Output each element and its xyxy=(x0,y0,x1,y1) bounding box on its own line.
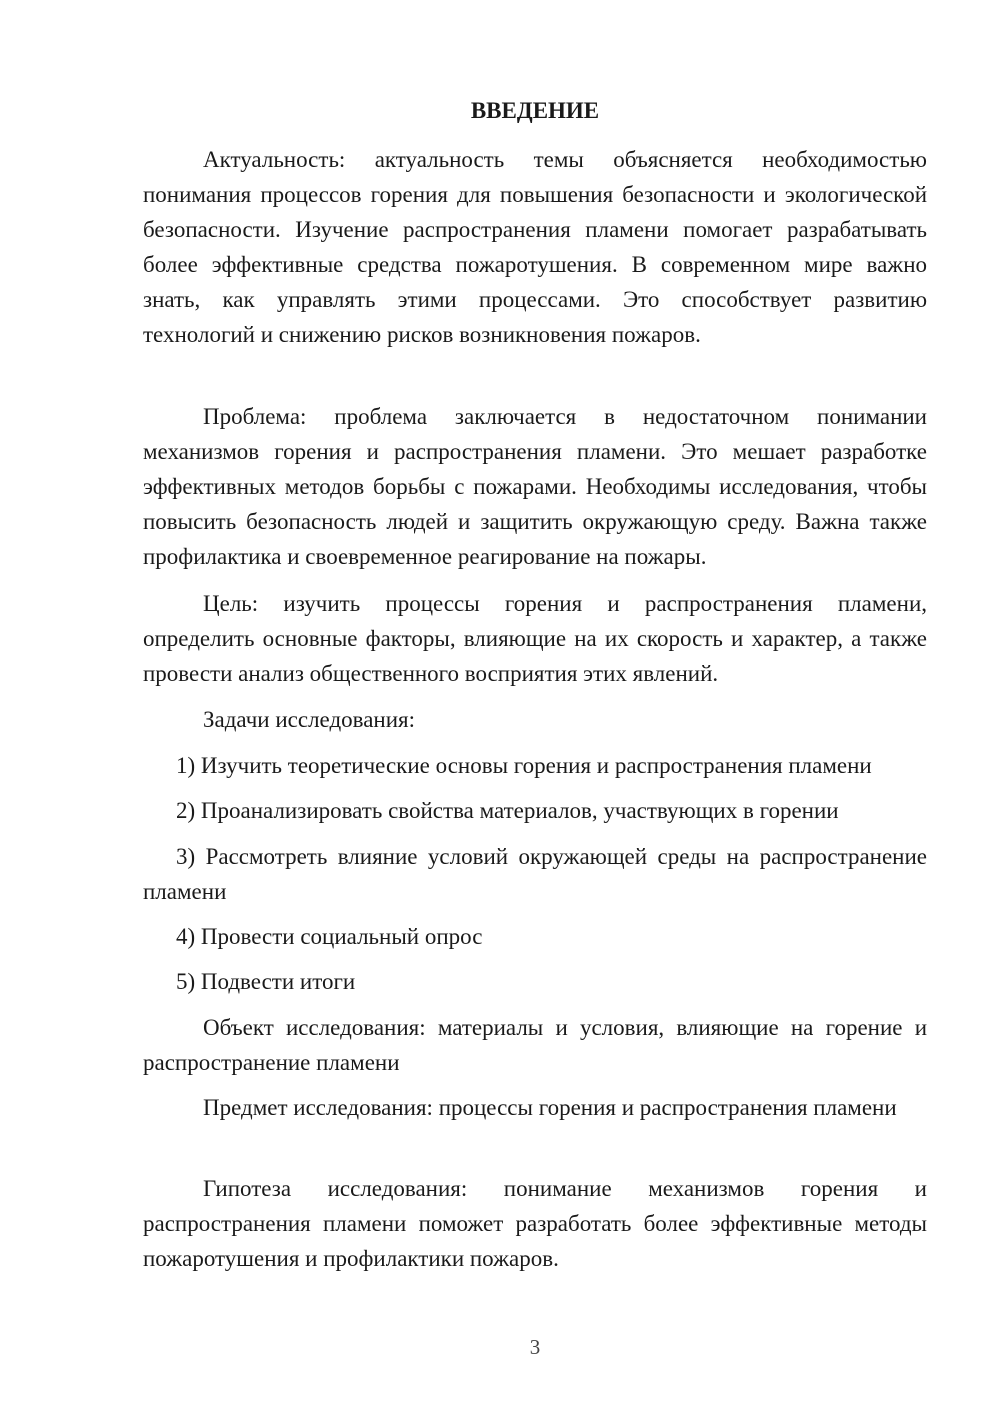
task-item: 1) Изучить теоретические основы горения и распространения пламени xyxy=(176,753,872,778)
tasks-heading: Задачи исследования: xyxy=(203,707,416,732)
document-page xyxy=(143,0,927,1414)
page-number: 3 xyxy=(529,1335,541,1359)
task-item: 4) Провести социальный опрос xyxy=(176,924,483,949)
relevance-paragraph: Актуальность: актуальность темы объясняется необходимостью понимания процессов горения для повышения безопасности и экологической безопасности. Изучение распространения пламени помогает разрабатывать более эффективные средства пожаротушения. В современном мире важно знать, как управлять этими процессами. Это способствует развитию технологий и снижению рисков возникновения пожаров. xyxy=(143,147,927,347)
hypothesis-paragraph: Гипотеза исследования: понимание механизмов горения и распространения пламени поможет разработать более эффективные методы пожаротушения и профилактики пожаров. xyxy=(143,1176,927,1271)
page-title: ВВЕДЕНИЕ xyxy=(470,98,600,123)
problem-paragraph: Проблема: проблема заключается в недостаточном понимании механизмов горения и распространения пламени. Это мешает разработке эффективных методов борьбы с пожарами. Необходимы исследования, чтобы повысить безопасность людей и защитить окружающую среду. Важна также профилактика и своевременное реагирование на пожары. xyxy=(143,404,927,569)
goal-paragraph: Цель: изучить процессы горения и распространения пламени, определить основные факторы, влияющие на их скорость и характер, а также провести анализ общественного восприятия этих явлений. xyxy=(143,591,927,686)
task-item: 3) Рассмотреть влияние условий окружающей среды на распространение пламени xyxy=(143,844,927,904)
task-item: 2) Проанализировать свойства материалов, участвующих в горении xyxy=(176,798,839,823)
object-paragraph: Объект исследования: материалы и условия, влияющие на горение и распространение пламени xyxy=(143,1015,927,1075)
subject-paragraph: Предмет исследования: процессы горения и распространения пламени xyxy=(203,1095,897,1120)
task-item: 5) Подвести итоги xyxy=(176,969,356,994)
